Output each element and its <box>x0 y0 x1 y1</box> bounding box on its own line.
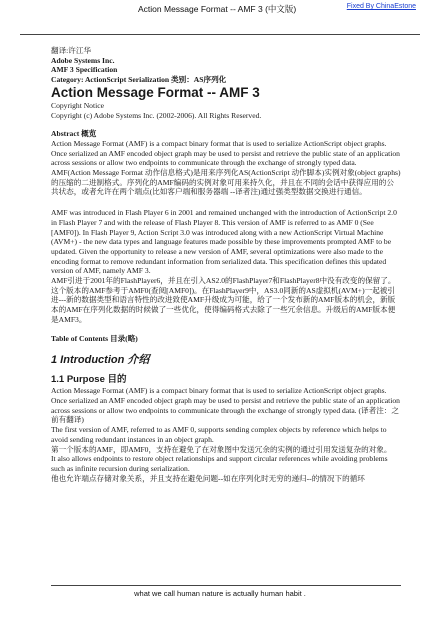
purpose-text: Action Message Format (AMF) is a compact binary format that is used to serialize ActionScript object graphs. Once serialized an AMF encoded object graph may be used to persist and retrieve the public state of an application across sessions or allow two endpoints to communicate through the exchange of strongly typed data. <box>51 386 400 415</box>
footer-quote: what we call human nature is actually human habit . <box>134 589 306 598</box>
spec-line: AMF 3 Specification <box>51 65 118 75</box>
amf0-para-en: The first version of AMF, referred to as AMF 0, supports sending complex objects by reference which helps to avoid sending redundant instances in an object graph. <box>51 425 387 444</box>
intro-zh: AMF引进于2001年的FlashPlayer6，并且在引入AS2.0的FlashPlayer7和FlashPlayer8中没有改变的保留了。这个版本的AMF参考于AMF0(查阅[AMF0])。在FlashPlayer9中，AS3.0同新的AS虚拟机(AVM+)一起被引进---新的数据类型和语言特性的改进致使AMF升级成为可能，给了一个发布新的AMF版本的机会，新版本的AMF在序列化数据的时候做了一些优化，使得编码格式去除了一些冗余信息。升级后的AMF版本便是AMF3。 <box>51 276 396 324</box>
translator-line: 翻译:许江华 <box>51 46 92 55</box>
page-header <box>20 0 420 35</box>
category-line: Category: ActionScript Serialization 类别：AS序列化 <box>51 75 227 85</box>
restore-para-en: It also allows endpoints to restore object relationships and support circular references while avoiding problems such as infinite recursion during serialization. <box>51 454 388 473</box>
header-title: Action Message Format -- AMF 3 (中文版) <box>138 4 297 14</box>
copyright-notice: Copyright Notice <box>51 100 104 110</box>
company-line: Adobe Systems Inc. <box>51 55 115 65</box>
intro-en: AMF was introduced in Flash Player 6 in 2001 and remained unchanged with the introduction of ActionScript 2.0 in Flash Player 7 and with the release of Flash Player 8. This version of AMF is referred to as AMF 0 (See [AMF0]). In Flash Player 9, Action Script 3.0 was introduced along with a new ActionScript Virtual Machine (AVM+) - the new data types and language features made possible by these improvements prompted AMF to be updated. Given the opportunity to release a new version of AMF, several optimizations were also made to the encoding format to remove redundant information from serialized data. This specification defines this updated version of AMF, namely AMF 3. <box>51 208 397 276</box>
amf0-para-zh: 第一个版本的AMF，即AMF0，支持在避免了在对象图中发送冗余的实例的通过引用发送复杂的对象。 <box>51 444 392 454</box>
abstract-zh: AMF(Action Message Format 动作信息格式)是用来序列化AS(ActionScript 动作脚本)实例对象(object graphs)的压缩的二进制格式。序列化的AMF编码的实例对象可用来持久化，并且在不同的会话中获得应用的公共状态，或者允许在两个端点(比如客户端和服务器端 --译者注)通过强类型数据交换进行通信。 <box>51 168 401 197</box>
document-title: Action Message Format -- AMF 3 <box>51 84 260 100</box>
abstract-heading: Abstract 概览 <box>51 129 97 139</box>
toc-line: Table of Contents 目录(略) <box>51 333 138 343</box>
subsection-heading-purpose: 1.1 Purpose 目的 <box>51 374 127 386</box>
restore-para-zh: 他也允许端点存储对象关系，并且支持在避免问题--如在序列化时无穷的递归--的情况下的循环 <box>51 473 365 483</box>
fixed-by-link[interactable]: Fixed By ChinaEstone <box>346 3 416 10</box>
abstract-en: Action Message Format (AMF) is a compact binary format that is used to serialize ActionScript object graphs. Once serialized an AMF encoded object graph may be used to persist and retrieve the public state of an application across sessions or allow two endpoints to communicate through the exchange of strongly typed data. <box>51 138 400 168</box>
footer-divider <box>51 585 401 586</box>
section-heading-introduction: 1 Introduction 介绍 <box>51 354 150 367</box>
copyright-text: Copyright (c) Adobe Systems Inc. (2002-2006). All Rights Reserved. <box>51 110 262 120</box>
purpose-para-en <box>51 386 401 425</box>
purpose-note: (译者注：之前有翻译) <box>51 405 399 425</box>
document-body <box>51 46 401 483</box>
